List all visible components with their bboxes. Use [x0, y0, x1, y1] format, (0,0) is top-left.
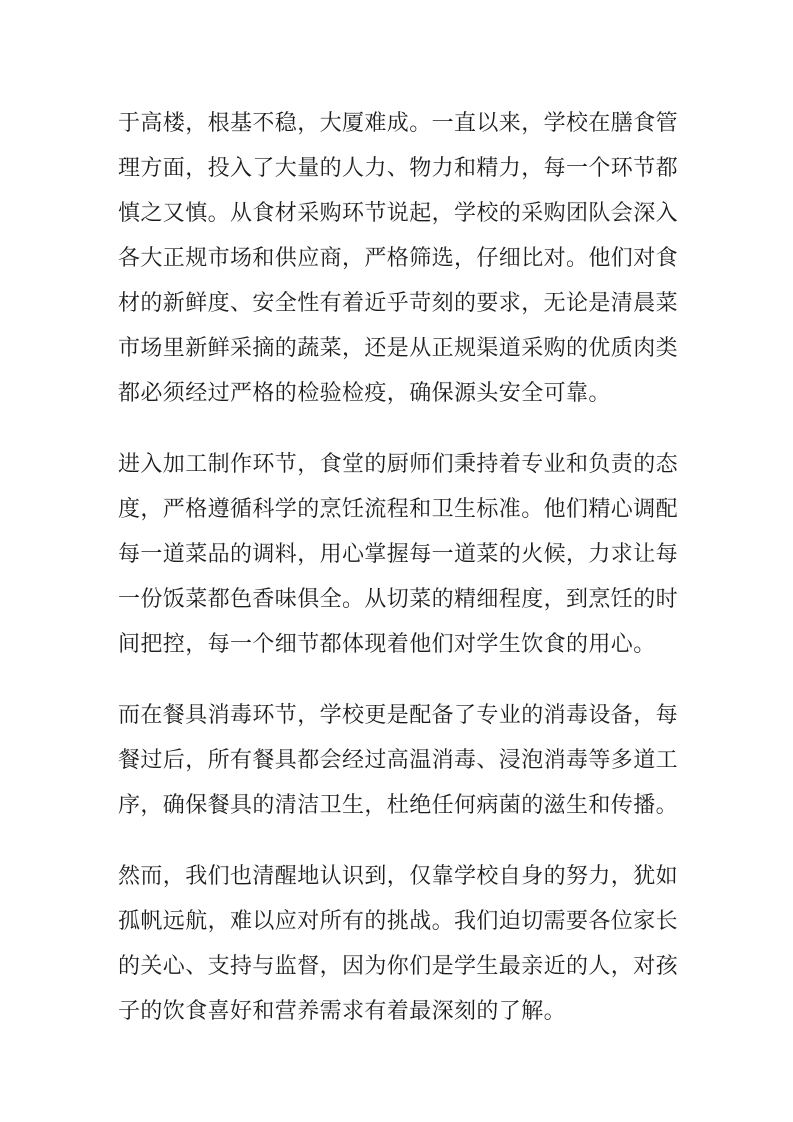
paragraph: 进入加工制作环节，食堂的厨师们秉持着专业和负责的态度，严格遵循科学的烹饪流程和卫生标准。他们精心调配每一道菜品的调料，用心掌握每一道菜的火候，力求让每一份饭菜都色香味俱全。从切菜的精细程度，到烹饪的时间把控，每一个细节都体现着他们对学生饮食的用心。 — [118, 451, 679, 656]
document-body-text — [118, 100, 678, 1059]
paragraph: 而在餐具消毒环节，学校更是配备了专业的消毒设备，每餐过后，所有餐具都会经过高温消毒、浸泡消毒等多道工序，确保餐具的清洁卫生，杜绝任何病菌的滋生和传播。 — [118, 702, 679, 817]
paragraph: 然而，我们也清醒地认识到，仅靠学校自身的努力，犹如孤帆远航，难以应对所有的挑战。我们迫切需要各位家长的关心、支持与监督，因为你们是学生最亲近的人，对孩子的饮食喜好和营养需求有着最深刻的了解。 — [118, 863, 679, 1023]
paragraph: 于高楼，根基不稳，大厦难成。一直以来，学校在膳食管理方面，投入了大量的人力、物力和精力，每一个环节都慎之又慎。从食材采购环节说起，学校的采购团队会深入各大正规市场和供应商，严格筛选，仔细比对。他们对食材的新鲜度、安全性有着近乎苛刻的要求，无论是清晨菜市场里新鲜采摘的蔬菜，还是从正规渠道采购的优质肉类都必须经过严格的检验检疫，确保源头安全可靠。 — [118, 110, 679, 405]
